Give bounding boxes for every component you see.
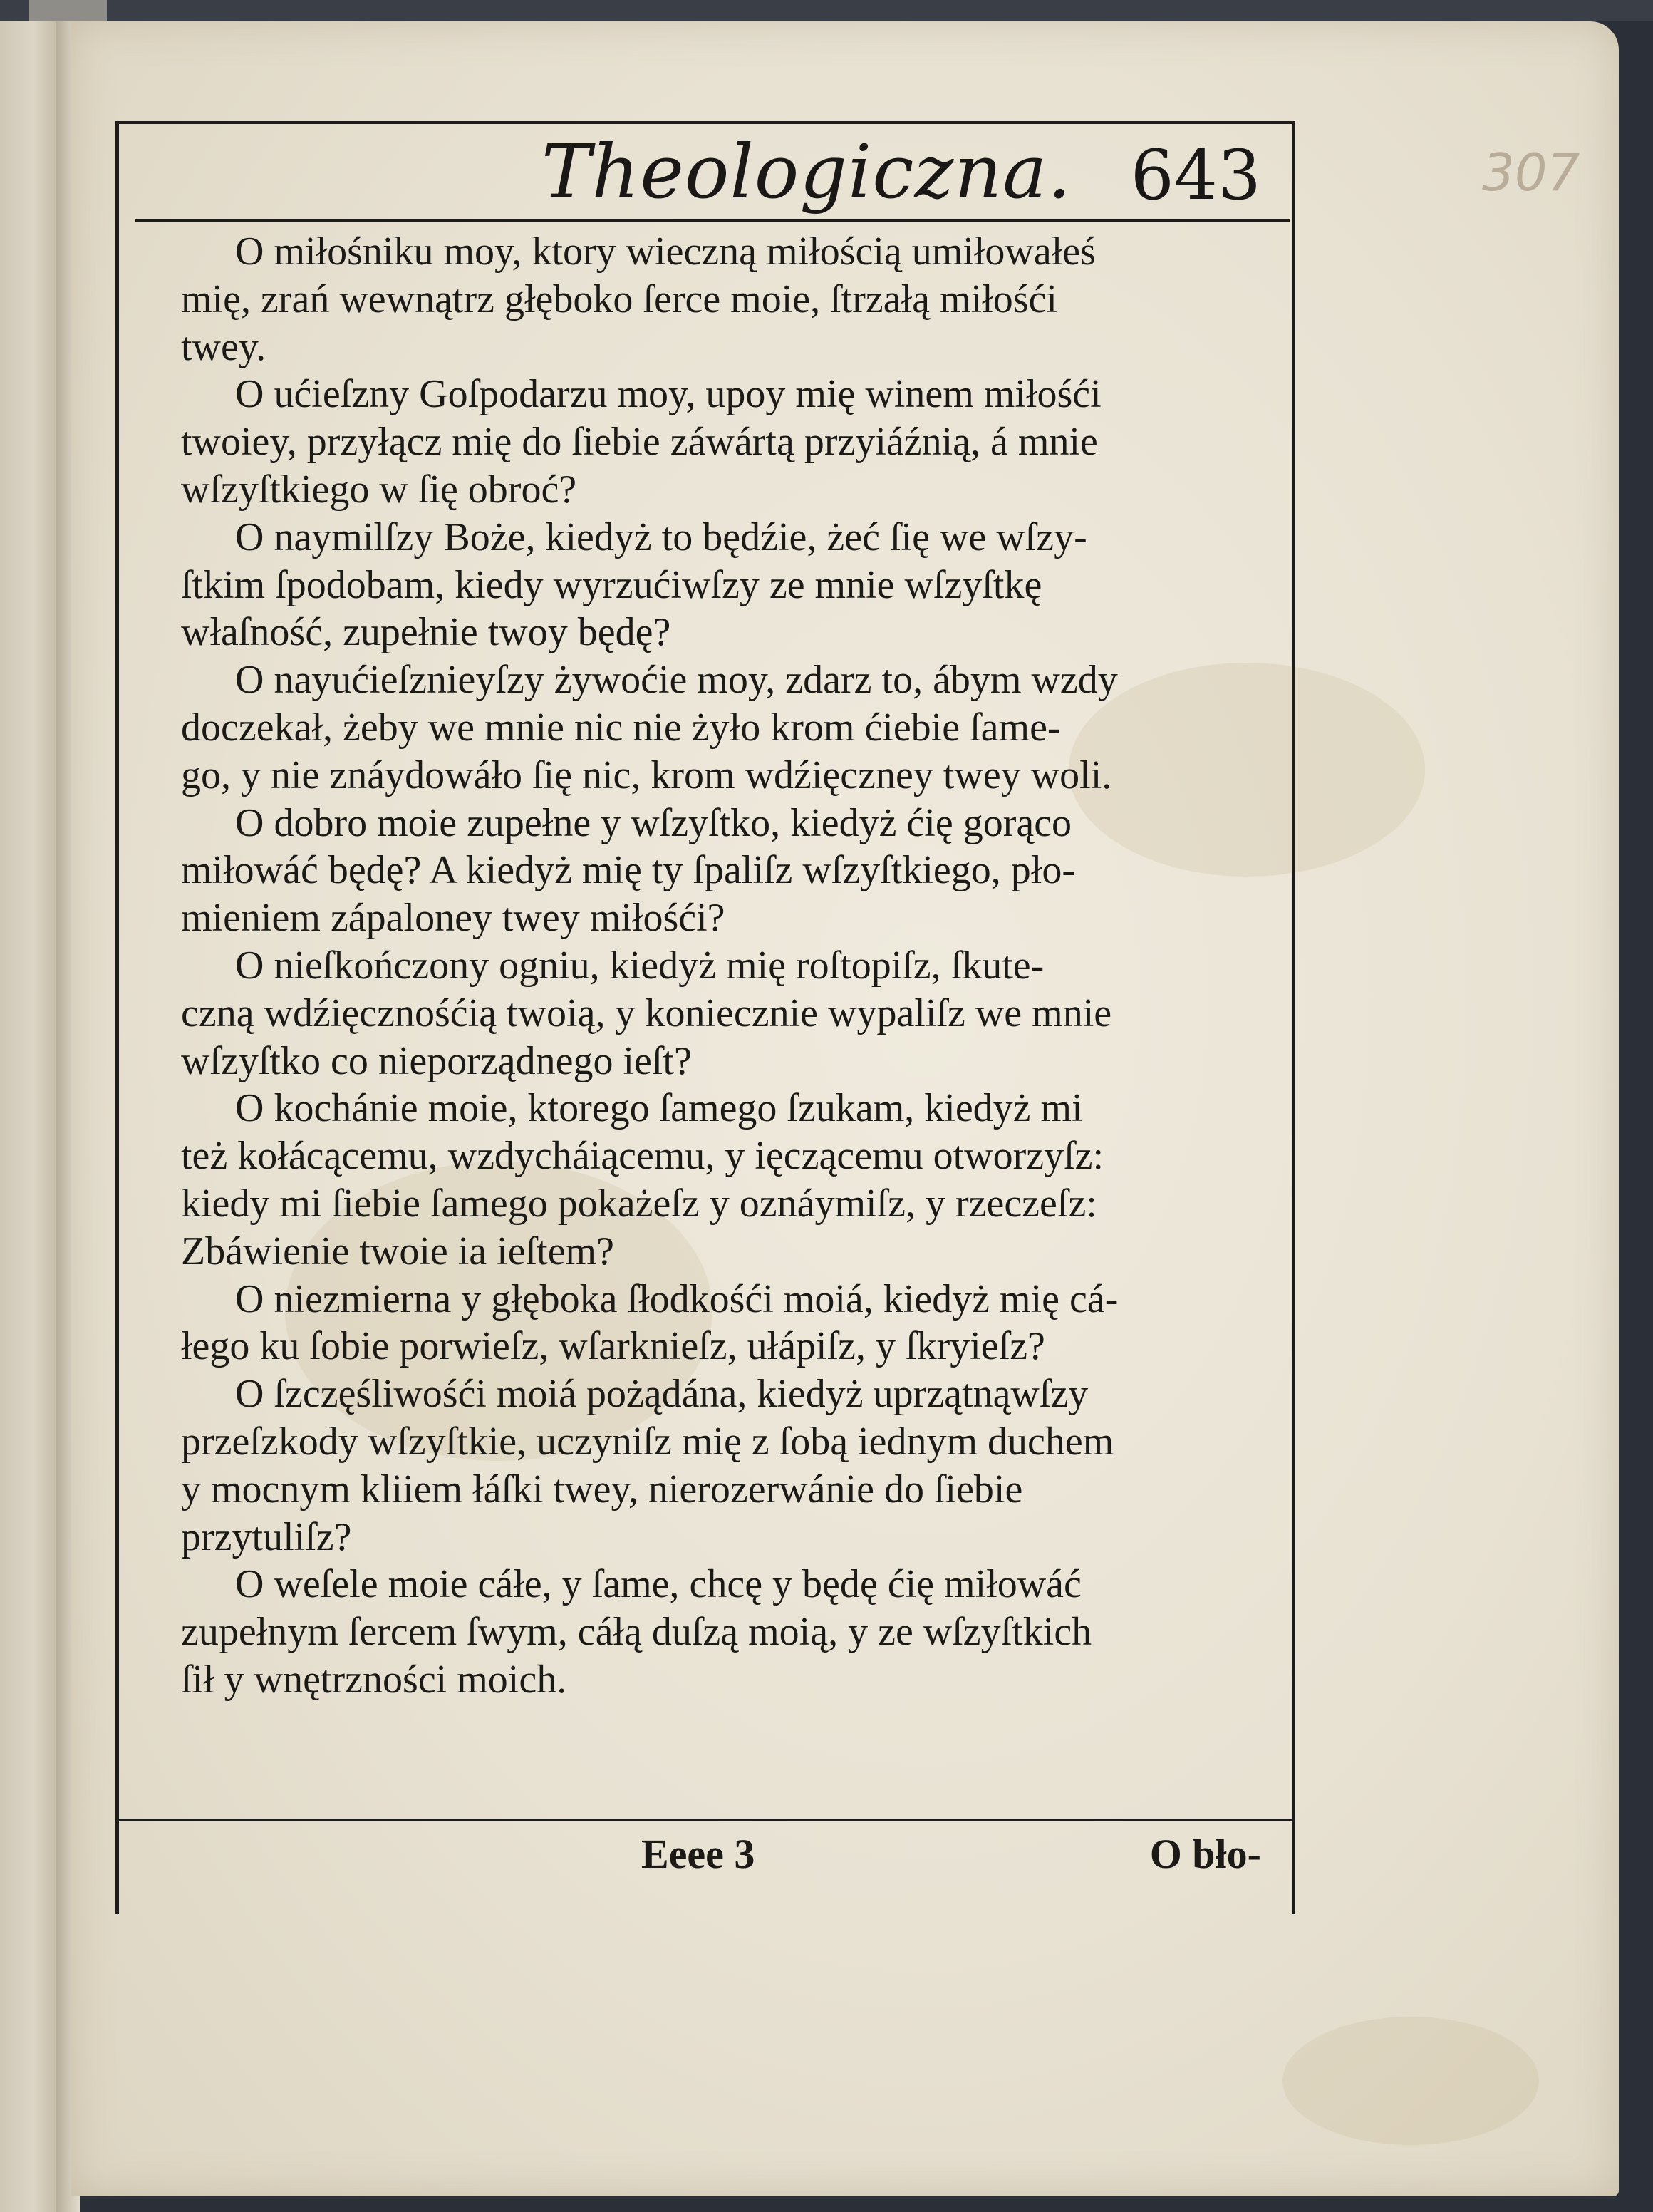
text-line: O ſzczęśliwośći moiá pożądána, kiedyż uprzątnąwſzy bbox=[235, 1372, 1089, 1417]
text-line: O nayućieſznieyſzy żywoćie moy, zdarz to, ábym wzdy bbox=[235, 658, 1118, 703]
body-text bbox=[181, 228, 1361, 1704]
pencil-folio-number: 307 bbox=[1482, 143, 1580, 202]
text-line: miłowáć będę? A kiedyż mię ty ſpaliſz wſzyſtkiego, pło- bbox=[181, 848, 1075, 893]
text-line: twoiey, przyłącz mię do ſiebie záwártą przyiáźnią, á mnie bbox=[181, 420, 1098, 465]
text-line: przeſzkody wſzyſtkie, uczyniſz mię z ſobą iednym duchem bbox=[181, 1419, 1114, 1464]
text-line: przytuliſz? bbox=[181, 1514, 352, 1559]
catchword: O bło- bbox=[1149, 1831, 1261, 1877]
text-line: kiedy mi ſiebie ſamego pokażeſz y oznáymiſz, y rzeczeſz: bbox=[181, 1181, 1097, 1226]
text-line: O dobro moie zupełne y wſzyſtko, kiedyż ćię gorąco bbox=[235, 800, 1072, 845]
text-line: wſzyſtkiego w ſię obroć? bbox=[181, 467, 577, 512]
text-line: łego ku ſobie porwieſz, wſarknieſz, ułápiſz, y ſkryieſz? bbox=[181, 1324, 1045, 1369]
running-title: Theologiczna. bbox=[542, 128, 1072, 215]
text-line: czną wdźięcznośćią twoią, y koniecznie wypaliſz we mnie bbox=[181, 991, 1112, 1035]
text-line: O weſele moie cáłe, y ſame, chcę y będę ćię miłowáć bbox=[235, 1562, 1082, 1607]
paper-stain bbox=[1282, 2017, 1539, 2145]
text-line: wſzyſtko co nieporządnego ieſt? bbox=[181, 1038, 692, 1083]
page-number: 643 bbox=[1130, 135, 1261, 215]
prayer-paragraph bbox=[181, 800, 1361, 942]
text-line: O naymilſzy Boże, kiedyż to będźie, żeć ſię we wſzy- bbox=[235, 515, 1087, 559]
scan-background-top bbox=[0, 0, 1653, 21]
prayer-paragraph bbox=[181, 1561, 1361, 1703]
text-line: mieniem zápaloney twey miłośći? bbox=[181, 896, 725, 941]
text-line: też kołácącemu, wzdycháiącemu, y ięczącemu otworzyſz: bbox=[181, 1134, 1104, 1179]
prayer-paragraph bbox=[181, 514, 1361, 656]
prayer-paragraph bbox=[181, 1276, 1361, 1371]
text-line: O ućieſzny Goſpodarzu moy, upoy mię winem miłośći bbox=[235, 372, 1102, 417]
text-line: O miłośniku moy, ktory wieczną miłością umiłowałeś bbox=[235, 229, 1096, 274]
text-line: y mocnym kliiem łáſki twey, nierozerwánie do ſiebie bbox=[181, 1467, 1023, 1511]
prayer-paragraph bbox=[181, 942, 1361, 1085]
footer-rule bbox=[115, 1819, 1295, 1821]
text-line: ſił y wnętrzności moich. bbox=[181, 1657, 567, 1702]
prayer-paragraph bbox=[181, 1085, 1361, 1275]
prayer-paragraph bbox=[181, 371, 1361, 513]
text-line: mię, zrań wewnątrz głęboko ſerce moie, ſtrzałą miłośći bbox=[181, 276, 1057, 321]
facing-page-edge bbox=[0, 21, 56, 2212]
text-line: doczekał, żeby we mnie nic nie żyło krom ćiebie ſame- bbox=[181, 705, 1061, 750]
text-line: O niezmierna y głęboka ſłodkośći moiá, kiedyż mię cá- bbox=[235, 1276, 1119, 1321]
text-line: go, y nie znáydowáło ſię nic, krom wdźięczney twey woli. bbox=[181, 753, 1112, 797]
text-line: twey. bbox=[181, 324, 266, 369]
text-line: O nieſkończony ogniu, kiedyż mię roſtopiſz, ſkute- bbox=[235, 943, 1045, 988]
prayer-paragraph bbox=[181, 228, 1361, 371]
text-line: ſtkim ſpodobam, kiedy wyrzućiwſzy ze mnie wſzyſtkę bbox=[181, 562, 1042, 607]
signature-mark: Eeee 3 bbox=[641, 1831, 755, 1877]
text-line: O kochánie moie, ktorego ſamego ſzukam, kiedyż mi bbox=[235, 1086, 1083, 1131]
prayer-paragraph bbox=[181, 1370, 1361, 1561]
prayer-paragraph bbox=[181, 656, 1361, 799]
text-line: Zbáwienie twoie ia ieſtem? bbox=[181, 1229, 614, 1273]
page-footer bbox=[114, 1830, 1282, 1887]
running-head bbox=[114, 128, 1282, 221]
text-line: zupełnym ſercem ſwym, cáłą duſzą moią, y ze wſzyſtkich bbox=[181, 1610, 1092, 1655]
text-line: właſność, zupełnie twoy będę? bbox=[181, 610, 671, 655]
